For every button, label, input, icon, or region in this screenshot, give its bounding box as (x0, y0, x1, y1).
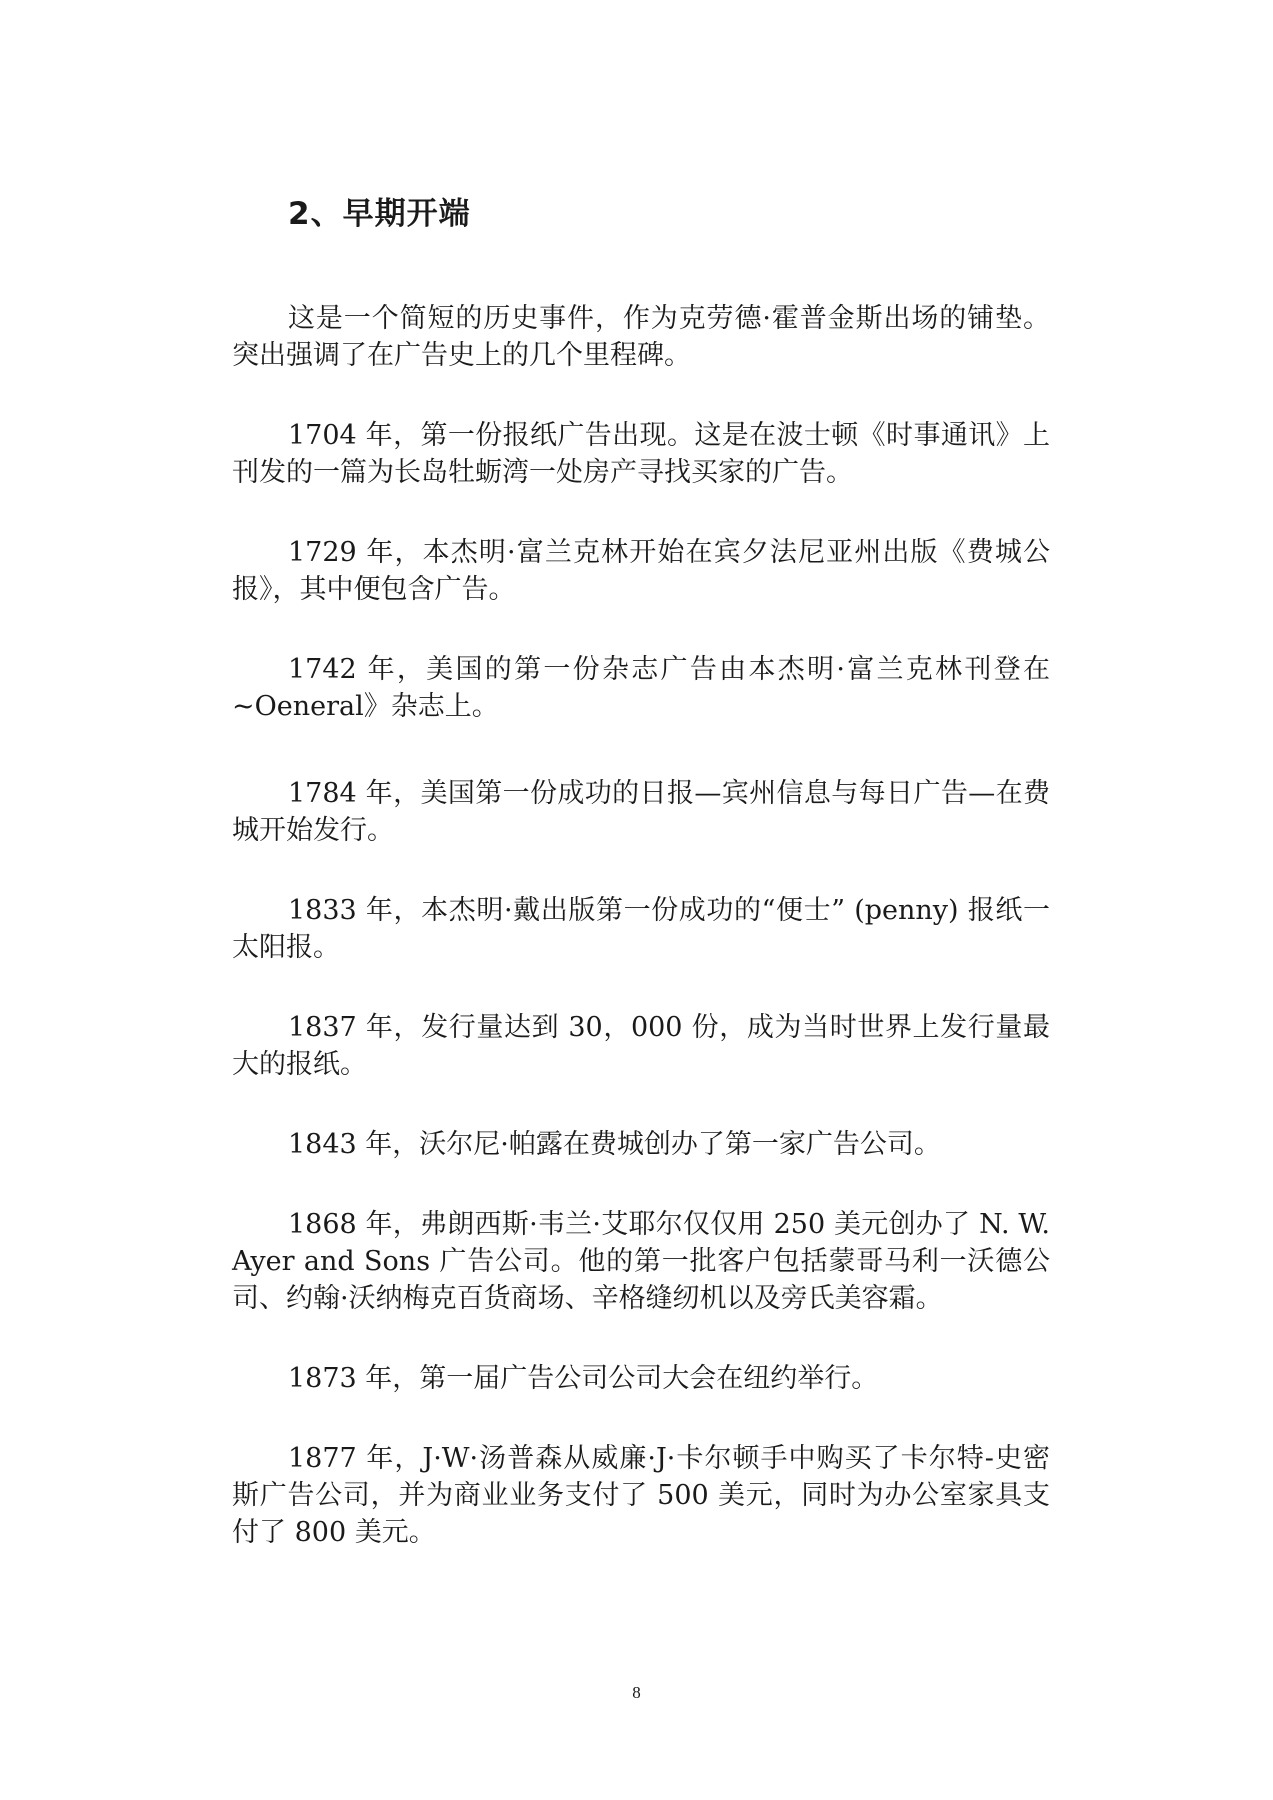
page-number: 8 (632, 1683, 641, 1702)
paragraph-1873: 1873 年，第一届广告公司公司大会在纽约举行。 (288, 1363, 879, 1394)
paragraph-1868: 1868 年，弗朗西斯·韦兰·艾耶尔仅仅用 250 美元创办了 N. W. Ayer and Sons 广告公司。他的第一批客户包括蒙哥马利一沃德公司、约翰·沃纳梅克百货商场、辛格缝纫机以及旁氏美容霜。 (232, 1209, 1050, 1314)
paragraph-1877: 1877 年，J·W·汤普森从威廉·J·卡尔顿手中购买了卡尔特-史密斯广告公司，并为商业业务支付了 500 美元，同时为办公室家具支付了 800 美元。 (232, 1443, 1050, 1548)
paragraph-intro: 这是一个简短的历史事件，作为克劳德·霍普金斯出场的铺垫。突出强调了在广告史上的几个里程碑。 (232, 303, 1050, 371)
paragraph-1833: 1833 年，本杰明·戴出版第一份成功的“便士” (penny) 报纸一太阳报。 (232, 895, 1050, 963)
section-heading: 2、早期开端 (288, 196, 471, 232)
paragraph-1837: 1837 年，发行量达到 30，000 份，成为当时世界上发行量最大的报纸。 (232, 1012, 1050, 1080)
paragraph-1843: 1843 年，沃尔尼·帕露在费城创办了第一家广告公司。 (288, 1129, 941, 1160)
paragraph-1729: 1729 年，本杰明·富兰克林开始在宾夕法尼亚州出版《费城公报》，其中便包含广告。 (232, 537, 1050, 605)
paragraph-1742: 1742 年，美国的第一份杂志广告由本杰明·富兰克林刊登在~Oeneral》杂志上。 (232, 654, 1050, 722)
paragraph-1704: 1704 年，第一份报纸广告出现。这是在波士顿《时事通讯》上刊发的一篇为长岛牡蛎湾一处房产寻找买家的广告。 (232, 420, 1050, 488)
paragraph-1784: 1784 年，美国第一份成功的日报—宾州信息与每日广告—在费城开始发行。 (232, 778, 1050, 846)
document-body (232, 300, 1050, 1594)
